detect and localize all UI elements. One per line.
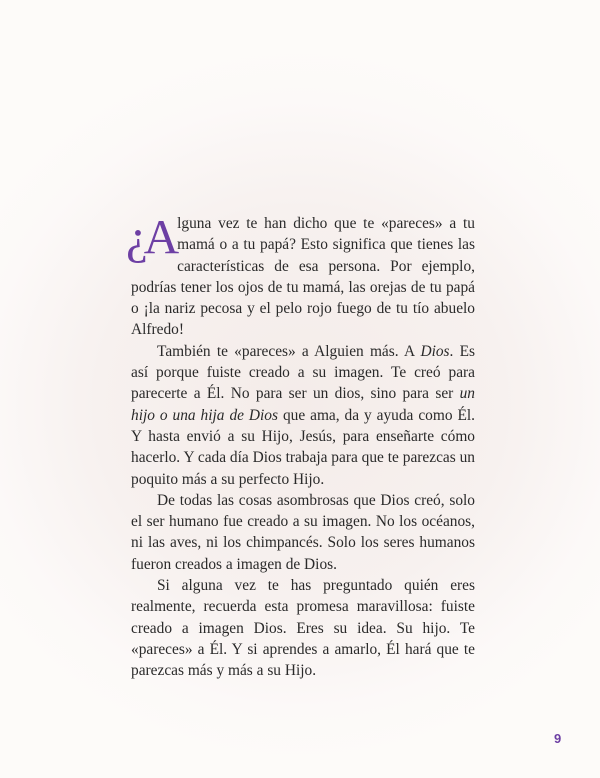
paragraph-3: De todas las cosas asombrosas que Dios creó, solo el ser humano fue creado a su imagen. No los océanos, ni las aves, ni los chimpancés. Solo los seres humanos fueron creados a imagen de Dios.: [131, 491, 475, 573]
paragraph-1-text: lguna vez te han dicho que te «pareces» a tu mamá o a tu papá? Esto significa que tienes las características de esa persona. Por ejemplo, podrías tener los ojos de tu mamá, las orejas de tu papá o ¡la nariz pecosa y el pelo rojo fuego de tu tío abuelo Alfredo!: [131, 215, 475, 339]
paragraph-2-part-b: . Es así porque fuiste creado a su imagen. Te creó para parecerte a Él. No para ser un dios, sino para ser: [131, 342, 475, 403]
emphasis-dios: Dios: [420, 342, 450, 360]
paragraph-2: [131, 341, 475, 490]
paragraph-4: Si alguna vez te has preguntado quién eres realmente, recuerda esta promesa maravillosa: fuiste creado a imagen Dios. Eres su idea. Su hijo. Te «pareces» a Él. Y si aprendes a amarlo, Él hará que te parezcas más y más a su Hijo.: [131, 577, 475, 680]
drop-cap: ¿A: [126, 209, 176, 264]
paragraph-1: [126, 209, 475, 341]
paragraph-2-part-a: También te «pareces» a Alguien más. A: [157, 342, 421, 360]
emphasis-hijo-hija: un hijo o una hija de Dios: [131, 385, 475, 424]
body-text: [126, 209, 475, 682]
page-number: 9: [554, 731, 562, 746]
paragraph-2-part-c: que ama, da y ayuda como Él. Y hasta envió a su Hijo, Jesús, para enseñarte cómo hacerlo. Y cada día Dios trabaja para que te parezcas un poquito más a su perfecto Hijo.: [131, 406, 475, 488]
